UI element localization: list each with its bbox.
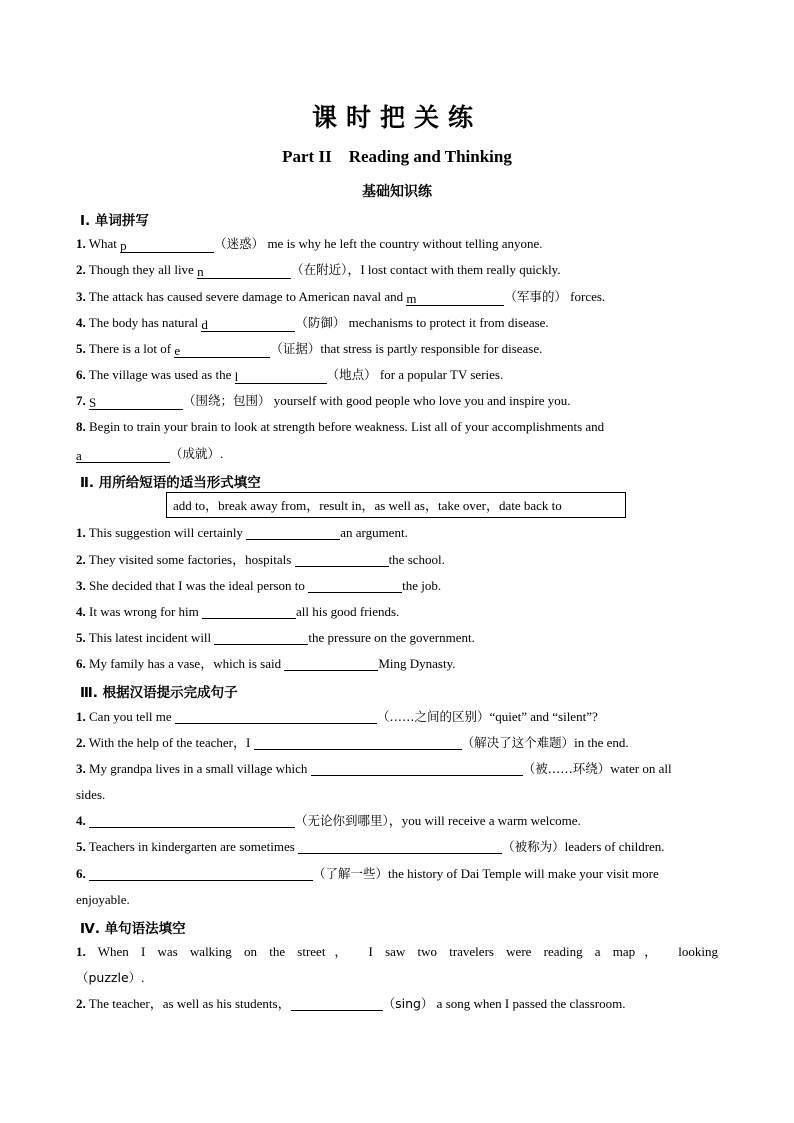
s3-question-4: 4. （无论你到哪里），you will receive a warm welcome. (76, 813, 581, 828)
answer-blank[interactable] (291, 996, 383, 1011)
page-subtitle-secondary: 基础知识练 (362, 184, 432, 200)
answer-blank[interactable] (308, 578, 402, 593)
s3-question-2: 2. With the help of the teacher，I （解决了这个难题）in the end. (76, 735, 629, 750)
section-heading-3: Ⅲ. 根据汉语提示完成句子 (80, 685, 238, 701)
answer-blank[interactable] (175, 709, 377, 724)
answer-blank[interactable] (311, 761, 523, 776)
answer-blank[interactable] (89, 813, 295, 828)
section-heading-4: Ⅳ. 单句语法填空 (80, 921, 186, 937)
answer-blank[interactable]: l (235, 369, 327, 384)
s3-question-3-continued: sides. (76, 787, 106, 802)
answer-blank[interactable]: n (197, 264, 291, 279)
answer-blank[interactable]: a (76, 448, 170, 463)
answer-blank[interactable]: S (89, 395, 183, 410)
s2-question-2: 2. They visited some factories，hospitals the school. (76, 552, 445, 567)
section-heading-1: Ⅰ. 单词拼写 (80, 213, 149, 229)
s1-question-5: 5. There is a lot of e （证据）that stress is partly responsible for disease. (76, 341, 543, 358)
answer-blank[interactable] (254, 735, 462, 750)
answer-blank[interactable] (214, 630, 308, 645)
answer-blank[interactable] (89, 866, 313, 881)
answer-blank[interactable] (284, 656, 378, 671)
s3-question-5: 5. Teachers in kindergarten are sometimes （被称为）leaders of children. (76, 839, 665, 854)
s2-question-4: 4. It was wrong for him all his good friends. (76, 604, 400, 619)
answer-blank[interactable]: d (201, 317, 295, 332)
s1-question-4: 4. The body has natural d （防御） mechanisms to protect it from disease. (76, 315, 549, 332)
s3-question-6: 6. （了解一些）the history of Dai Temple will make your visit more (76, 866, 659, 881)
page-title: 课时把关练 (311, 103, 482, 132)
s4-question-2: 2. The teacher，as well as his students， （sing） a song when I passed the classroom. (76, 996, 626, 1011)
answer-blank[interactable]: e (174, 343, 270, 358)
s1-question-2: 2. Though they all live n （在附近），I lost contact with them really quickly. (76, 262, 561, 279)
s1-question-7: 7. S （围绕；包围） yourself with good people who love you and inspire you. (76, 393, 571, 410)
s2-question-5: 5. This latest incident will the pressure on the government. (76, 630, 475, 645)
section-heading-2: Ⅱ. 用所给短语的适当形式填空 (80, 475, 261, 491)
answer-blank[interactable] (246, 525, 340, 540)
s4-question-1: 1. When I was walking on the street， I saw two travelers were reading a map， looking (76, 944, 718, 959)
answer-blank[interactable] (298, 839, 502, 854)
s2-question-6: 6. My family has a vase，which is said Ming Dynasty. (76, 656, 456, 671)
s3-question-3: 3. My grandpa lives in a small village which （被……环绕）water on all (76, 761, 672, 776)
s2-question-3: 3. She decided that I was the ideal person to the job. (76, 578, 442, 593)
answer-blank[interactable] (295, 552, 389, 567)
s1-question-3: 3. The attack has caused severe damage to American naval and m （军事的） forces. (76, 289, 606, 306)
s2-question-1: 1. This suggestion will certainly an argument. (76, 525, 408, 540)
s1-question-1: 1. What p （迷惑） me is why he left the country without telling anyone. (76, 236, 543, 253)
s3-question-1: 1. Can you tell me （……之间的区别）“quiet” and “silent”? (76, 709, 598, 724)
s1-question-8-continued: a （成就）. (76, 446, 224, 463)
answer-blank[interactable]: m (406, 291, 504, 306)
s1-question-8: 8. Begin to train your brain to look at strength before weakness. List all of your accomplishments and (76, 419, 605, 434)
answer-blank[interactable] (202, 604, 296, 619)
s4-question-1-continued: （puzzle）. (76, 970, 145, 985)
phrase-bank-box: add to，break away from，result in，as well as，take over，date back to (166, 492, 626, 518)
page-subtitle: Part II Reading and Thinking (282, 147, 512, 166)
s3-question-6-continued: enjoyable. (76, 892, 130, 907)
answer-blank[interactable]: p (120, 238, 214, 253)
s1-question-6: 6. The village was used as the l （地点） for a popular TV series. (76, 367, 504, 384)
